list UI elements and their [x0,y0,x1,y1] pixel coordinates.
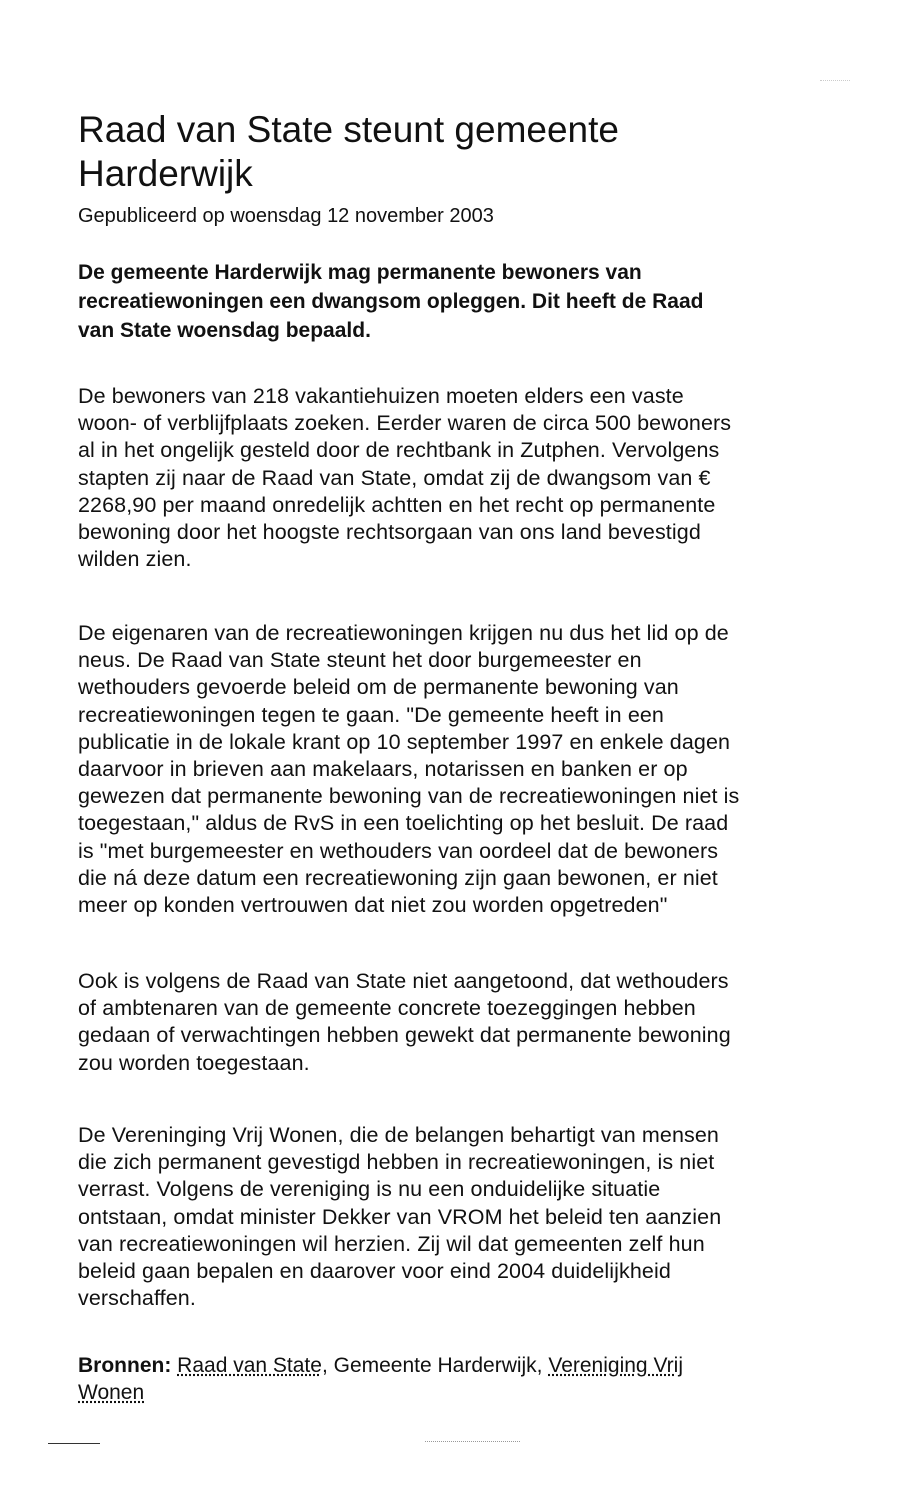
paragraph-line: publicatie in de lokale krant op 10 september 1997 en enkele dagen [78,729,731,754]
paragraph-line: wethouders gevoerde beleid om de permanente bewoning van [78,675,679,700]
article-title [78,108,619,196]
paragraph-3 [78,968,731,1077]
title-line: Harderwijk [78,153,253,194]
paragraph-line: zou worden toegestaan. [78,1050,310,1075]
paragraph-line: al in het ongelijk gesteld door de rechtbank in Zutphen. Vervolgens [78,438,720,463]
paragraph-line: meer op konden vertrouwen dat niet zou worden opgetreden" [78,893,668,918]
paragraph-line: verschaffen. [78,1286,196,1311]
lead-line: van State woensdag bepaald. [78,319,371,342]
footer-rule [48,1443,100,1444]
article-lead [78,258,703,345]
paragraph-1 [78,383,731,573]
paragraph-line: gedaan of verwachtingen hebben gewekt dat permanente bewoning [78,1023,731,1048]
lead-line: recreatiewoningen een dwangsom opleggen. Dit heeft de Raad [78,290,704,313]
paragraph-line: De bewoners van 218 vakantiehuizen moeten elders een vaste [78,384,684,408]
paragraph-line: neus. De Raad van State steunt het door burgemeester en [78,648,642,673]
paragraph-line: wilden zien. [78,547,192,572]
paragraph-line: woon- of verblijfplaats zoeken. Eerder waren de circa 500 bewoners [78,411,732,436]
paragraph-line: Ook is volgens de Raad van State niet aangetoond, dat wethouders [78,969,729,993]
paragraph-line: 2268,90 per maand onredelijk achtten en het recht op permanente [78,492,716,517]
link-raad-van-state[interactable]: Raad van State [177,1354,322,1377]
link-vereniging-vrij-wonen[interactable]: Vereniging Vrij [548,1354,683,1377]
title-line: Raad van State steunt gemeente [78,109,619,150]
paragraph-line: beleid gaan bepalen en daarover voor eind 2004 duidelijkheid [78,1259,671,1284]
sources-label: Bronnen: [78,1354,172,1377]
paragraph-line: De Vereninging Vrij Wonen, die de belangen behartigt van mensen [78,1123,719,1147]
paragraph-line: van recreatiewoningen wil herzien. Zij wil dat gemeenten zelf hun [78,1231,705,1256]
paragraph-line: daarvoor in brieven aan makelaars, notarissen en banken er op [78,757,688,782]
paragraph-line: die ná deze datum een recreatiewoning zijn gaan bewonen, er niet [78,865,718,890]
paragraph-line: toegestaan," aldus de RvS in een toelichting op het besluit. De raad [78,811,729,836]
link-vereniging-vrij-wonen-cont[interactable]: Wonen [78,1381,145,1404]
scan-artifact [820,80,850,81]
paragraph-2 [78,620,739,919]
paragraph-line: of ambtenaren van de gemeente concrete toezeggingen hebben [78,996,696,1021]
paragraph-line: is "met burgemeester en wethouders van oordeel dat de bewoners [78,838,719,863]
sources-text: , Gemeente Harderwijk, [321,1354,549,1377]
paragraph-line: verrast. Volgens de vereniging is nu een onduidelijke situatie [78,1177,661,1202]
paragraph-line: stapten zij naar de Raad van State, omdat zij de dwangsom van € [78,465,711,490]
paragraph-line: gewezen dat permanente bewoning van de recreatiewoningen niet is [78,784,740,809]
lead-line: De gemeente Harderwijk mag permanente bewoners van [78,261,642,284]
paragraph-line: die zich permanent gevestigd hebben in recreatiewoningen, is niet [78,1150,715,1175]
paragraph-line: recreatiewoningen tegen te gaan. "De gemeente heeft in een [78,702,664,727]
sources [78,1352,683,1406]
publication-date: Gepubliceerd op woensdag 12 november 2003 [78,205,494,227]
paragraph-line: bewoning door het hoogste rechtsorgaan van ons land bevestigd [78,520,701,545]
paragraph-line: ontstaan, omdat minister Dekker van VROM het beleid ten aanzien [78,1204,722,1229]
paragraph-4 [78,1122,721,1312]
scan-artifact [425,1441,520,1444]
paragraph-line: De eigenaren van de recreatiewoningen krijgen nu dus het lid op de [78,621,729,645]
